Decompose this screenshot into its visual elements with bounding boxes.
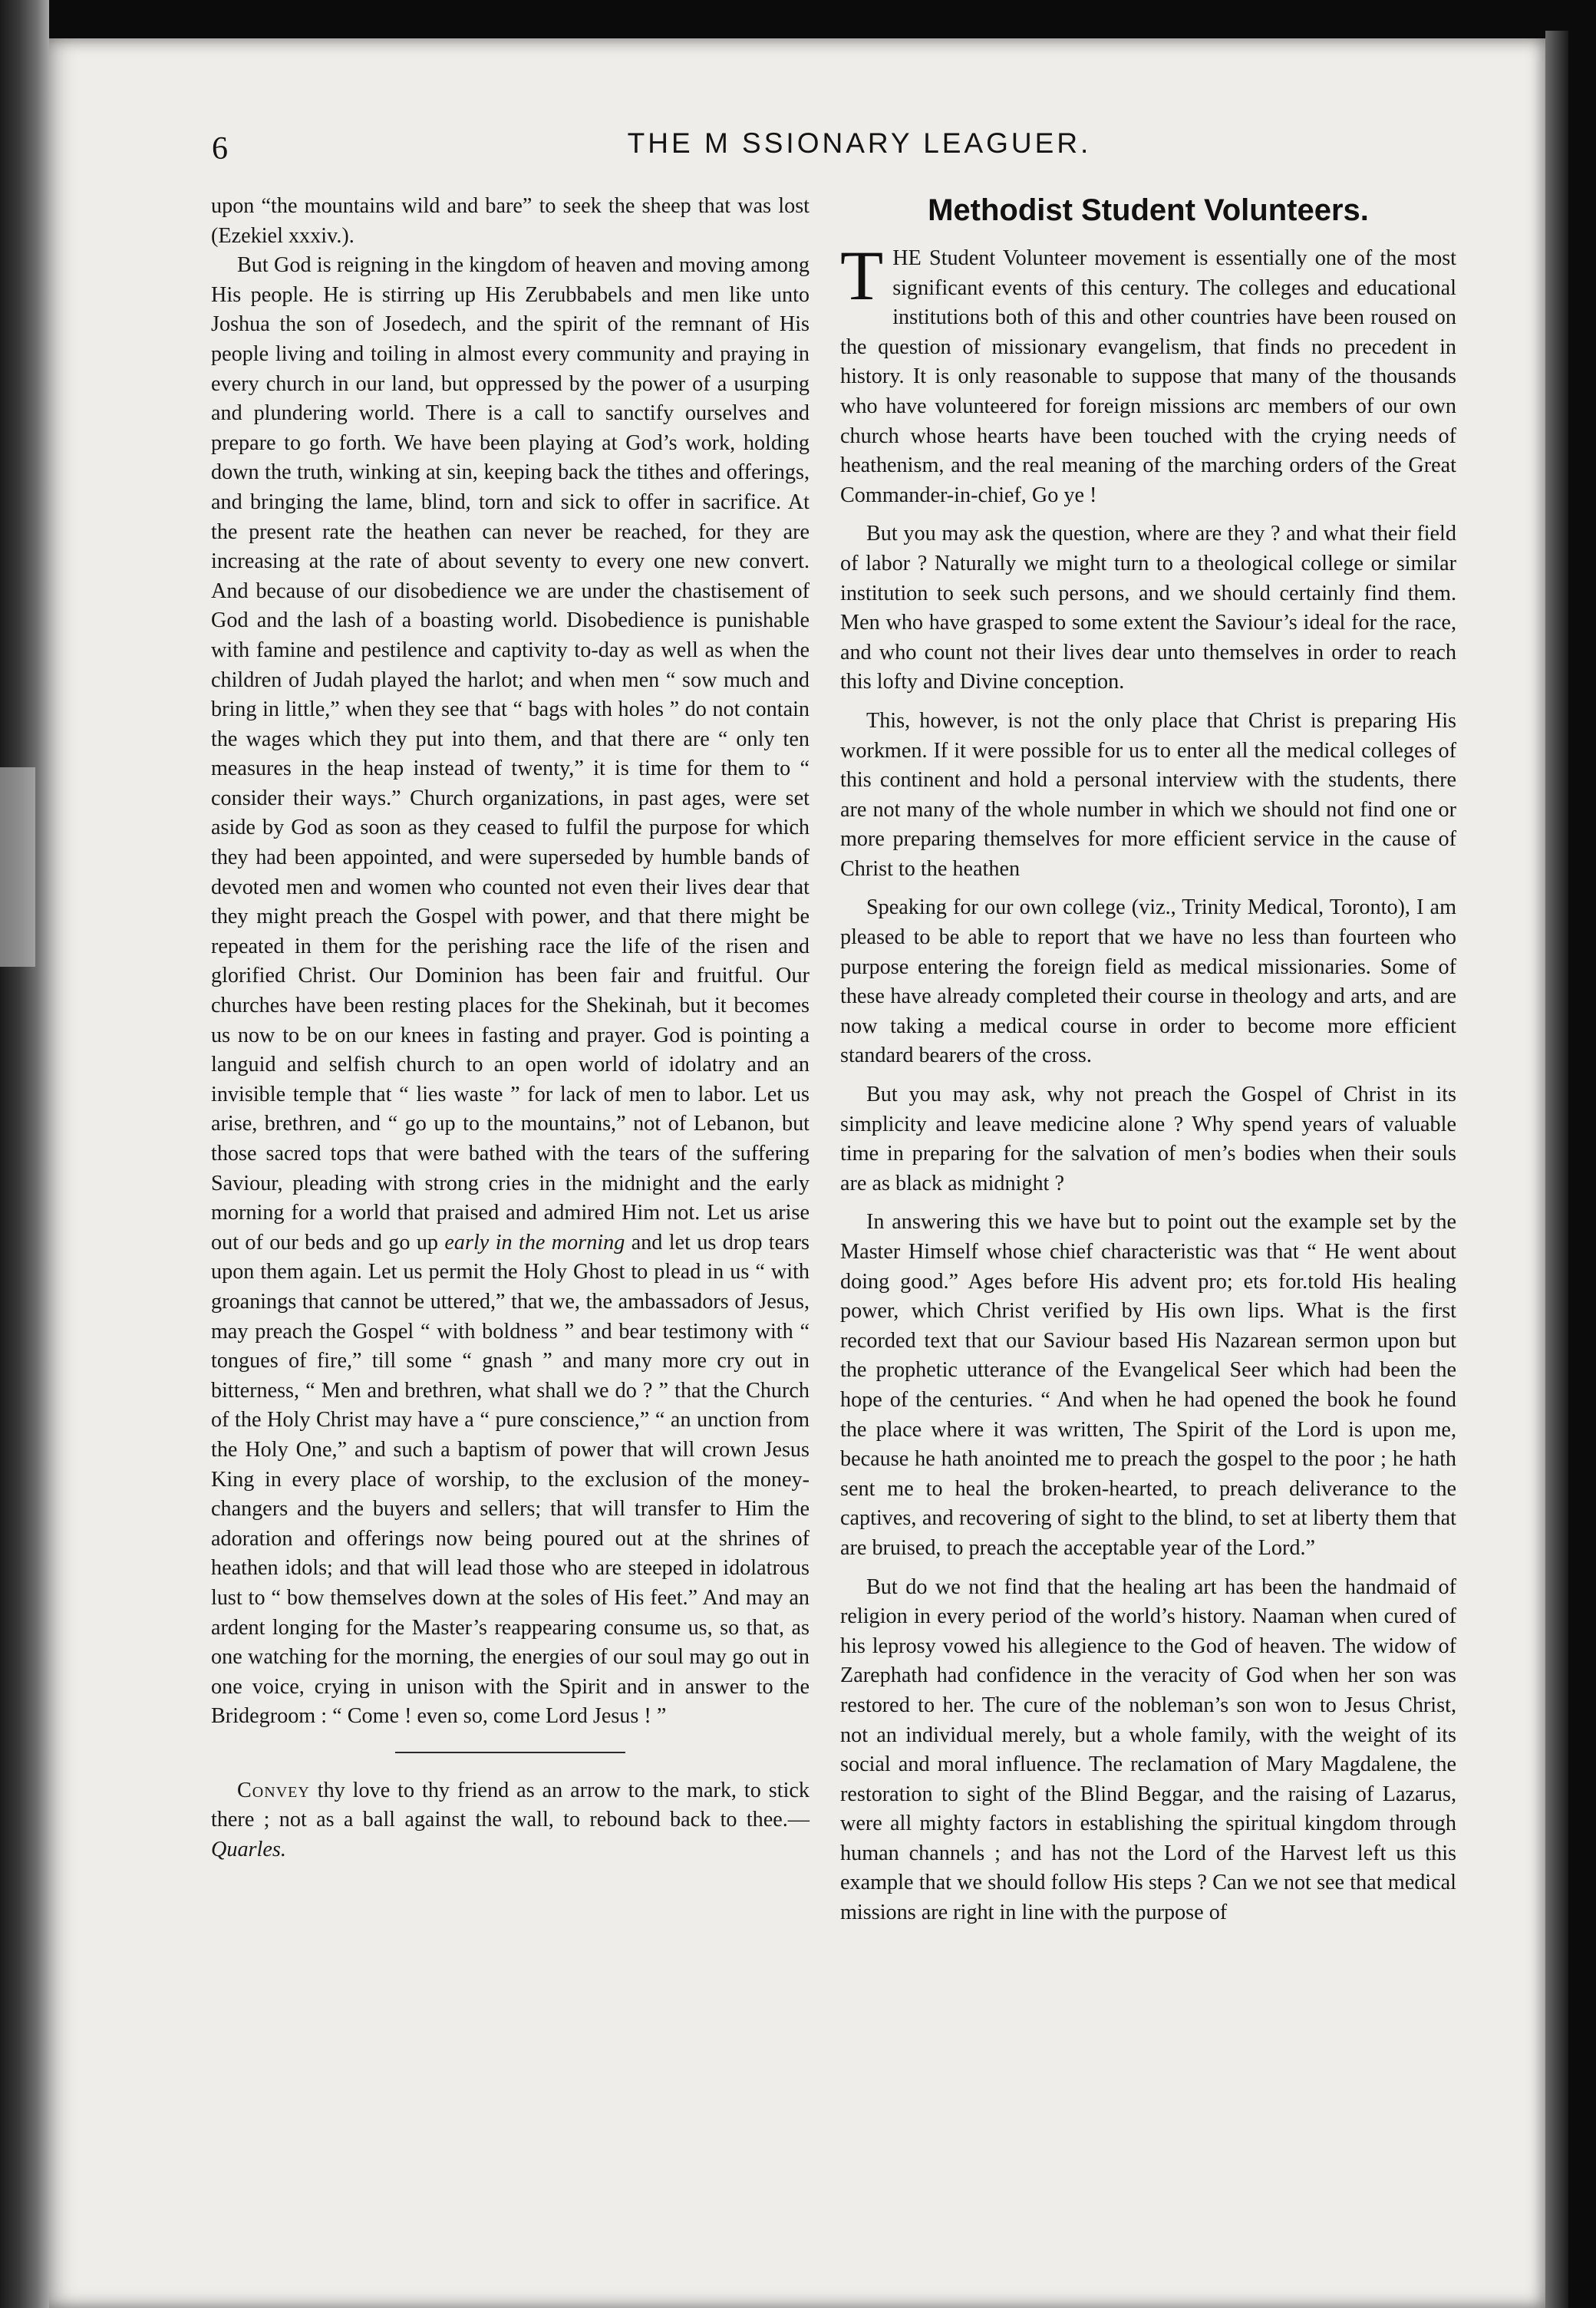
page-number: 6	[212, 131, 228, 167]
right-paragraph-6: In answering this we have but to point out the example set by the Master Himself whose chief characteristic was that “ He went about doing good.” Ages before His advent pro; ets for.told His healing power, which Christ verified by His own lips. What is the first recorded text that our Saviour based His Nazarean sermon upon but the prophetic utterance of the Evangelical Seer which had been the hope of the centuries. “ And when he had opened the book he found the place where it was written, The Spirit of the Lord is upon me, because he hath anointed me to preach the gospel to the poor ; he hath sent me to heal the broken-hearted, to preach deliverance to the captives, and recovering of sight to the blind, to set at liberty them that are bruised, to preach the acceptable year of the Lord.”	[840, 1210, 1456, 1560]
binding-tab	[0, 767, 35, 967]
right-paragraph-3: This, however, is not the only place that Christ is preparing His workmen. If it were possible for us to enter all the medical colleges of this continent and hold a personal interview with the students, there are not many of the whole number in which we should not find one or more preparing themselves for more efficient service in the cause of Christ to the heathen	[840, 708, 1456, 881]
right-paragraph-1-text: HE Student Volunteer movement is essentially one of the most significant events of this century. The colleges and educational institutions both of this and other countries have been roused on the question of missionary evangelism, that finds no precedent in history. It is only reasonable to suppose that many of the thousands who have volunteered for foreign missions arc members of our own church whose hearts have been touched with the crying needs of heathenism, and the real meaning of the marching orders of the Great Commander-in-chief, Go ye !	[840, 246, 1456, 507]
left-paragraph-2-start: But God is reigning in the kingdom of heaven and moving among His people. He is stirring up His Zerubbabels and men like unto Joshua the son of Josedech, and the spirit of the remnant of His people living and toiling in almost every community and praying in every church in our land, but oppressed by the power of a usurping and plundering world. There is a call to sanctify ourselves and prepare to go forth. We have been playing at God’s work, holding down the truth, winking at sin, keeping back the tithes and offerings, and bringing the lame, blind, torn and sick to offer in sacrifice. At the present rate the heathen can never be reached, for they are increasing at the rate of about seventy to every one new convert. And because of our disobedience we are under the chastisement of God and the lash of a boasting world. Disobedience is punishable with famine and pestilence and captivity to-day as well as when the children of Judah played the harlot; and when men “ sow much and bring in little,” when they see that “ bags with holes ” do not contain the wages which they put into them, and that there are “ only ten measures in the heap instead of twenty,” it is time for them to “ consider their ways.” Church organizations, in past ages, were set aside by God as soon as they ceased to fulfil the purpose for which they had been appointed, and were superseded by humble bands of devoted men and women who counted not even their lives dear that they might preach the Gospel with power, and that there might be repeated in them for the perishing race the life of the risen and glorified Christ. Our Dominion has been fair and fruitful. Our churches have been resting places for the Shekinah, but it becomes us now to be on our knees in fasting and prayer. God is pointing a languid and selfish church to an open world of idolatry and an invisible temple that “ lies waste ” for lack of men to labor. Let us arise, brethren, and “ go up to the mountains,” not of Lebanon, but those sacred tops that were bathed with the tears of the suffering Saviour, pleading with strong cries in the midnight and the early morning for a world that praised and admired Him not. Let us arise out of our beds and go up	[211, 253, 810, 1255]
left-paragraph-2-emphasis: early in the morning	[444, 1230, 625, 1255]
article-headline: Methodist Student Volunteers.	[928, 193, 1369, 227]
section-divider	[395, 1752, 625, 1753]
quotation-body: thy love to thy friend as an arrow to the mark, to stick there ; not as a ball against the wall, to rebound back to thee.—	[211, 1778, 810, 1832]
right-paragraph-4: Speaking for our own college (viz., Trinity Medical, Toronto), I am pleased to be able to report that we have no less than fourteen who purpose entering the foreign field as medical missionaries. Some of these have already completed their course in theology and arts, and are now taking a medical course in order to become more efficient standard bearers of the cross.	[840, 895, 1456, 1068]
page-edge-right	[1545, 31, 1568, 2308]
right-paragraph-5: But you may ask, why not preach the Gospel of Christ in its simplicity and leave medicine alone ? Why spend years of valuable time in preparing for the salvation of men’s bodies when their souls are as black as midnight ?	[840, 1083, 1456, 1195]
left-paragraph-2-end: and let us drop tears upon them again. Let us permit the Holy Ghost to plead in us “ with groanings that cannot be uttered,” that we, the ambassadors of Jesus, may preach the Gospel “ with boldness ” and bear testimony with “ tongues of fire,” till some “ gnash ” and many more cry out in bitterness, “ Men and brethren, what shall we do ? ” that the Church of the Holy Christ may have a “ pure conscience,” “ an unction from the Holy One,” and such a baptism of power that will crown Jesus King in every place of worship, to the exclusion of the money-changers and the buyers and sellers; that will transfer to Him the adoration and offerings now being poured out at the shrines of heathen idols; and that will lead those who are steeped in idolatrous lust to “ bow themselves down at the soles of His feet.” And may an ardent longing for the Master’s reappearing consume us, so that, as one watching for the morning, the energies of our soul may go out in one voice, crying in unison with the Spirit and in answer to the Bridegroom : “ Come ! even so, come Lord Jesus ! ”	[211, 1230, 810, 1729]
right-paragraph-2: But you may ask the question, where are they ? and what their field of labor ? Naturally we might turn to a theological college or similar institution to seek such persons, and we should certainly find them. Men who have grasped to some extent the Saviour’s ideal for the race, and who count not their lives dear unto themselves in order to reach this lofty and Divine conception.	[840, 522, 1456, 694]
quotation-author: Quarles.	[211, 1838, 286, 1862]
right-paragraph-7: But do we not find that the healing art has been the handmaid of religion in every period of the world’s history. Naaman when cured of his leprosy vowed his allegience to the God of heaven. The widow of Zarephath had confidence in the veracity of God when her son was restored to her. The cure of the nobleman’s son won to Jesus Christ, not an individual merely, but a whole family, with the weight of its social and moral influence. The reclamation of Mary Magdalene, the restoration to sight of the Blind Beggar, and the raising of Lazarus, were all mighty factors in establishing the spiritual kingdom through human channels ; and has not the Lord of the Harvest left us this example that we should follow His steps ? Can we not see that medical missions are right in line with the purpose of	[840, 1574, 1456, 1925]
running-title: THE M SSIONARY LEAGUER.	[627, 127, 1092, 159]
book-binding-left	[0, 0, 49, 2308]
drop-cap: T	[840, 236, 884, 315]
left-paragraph-1: upon “the mountains wild and bare” to seek the sheep that was lost (Ezekiel xxxiv.).	[211, 194, 810, 248]
running-head	[161, 124, 1466, 167]
quotation	[211, 1776, 810, 1865]
left-paragraph-2	[211, 251, 810, 1732]
quotation-lead: Convey	[237, 1778, 310, 1802]
right-column	[840, 192, 1456, 1928]
left-column	[211, 192, 810, 1865]
right-paragraph-1	[840, 236, 1456, 510]
